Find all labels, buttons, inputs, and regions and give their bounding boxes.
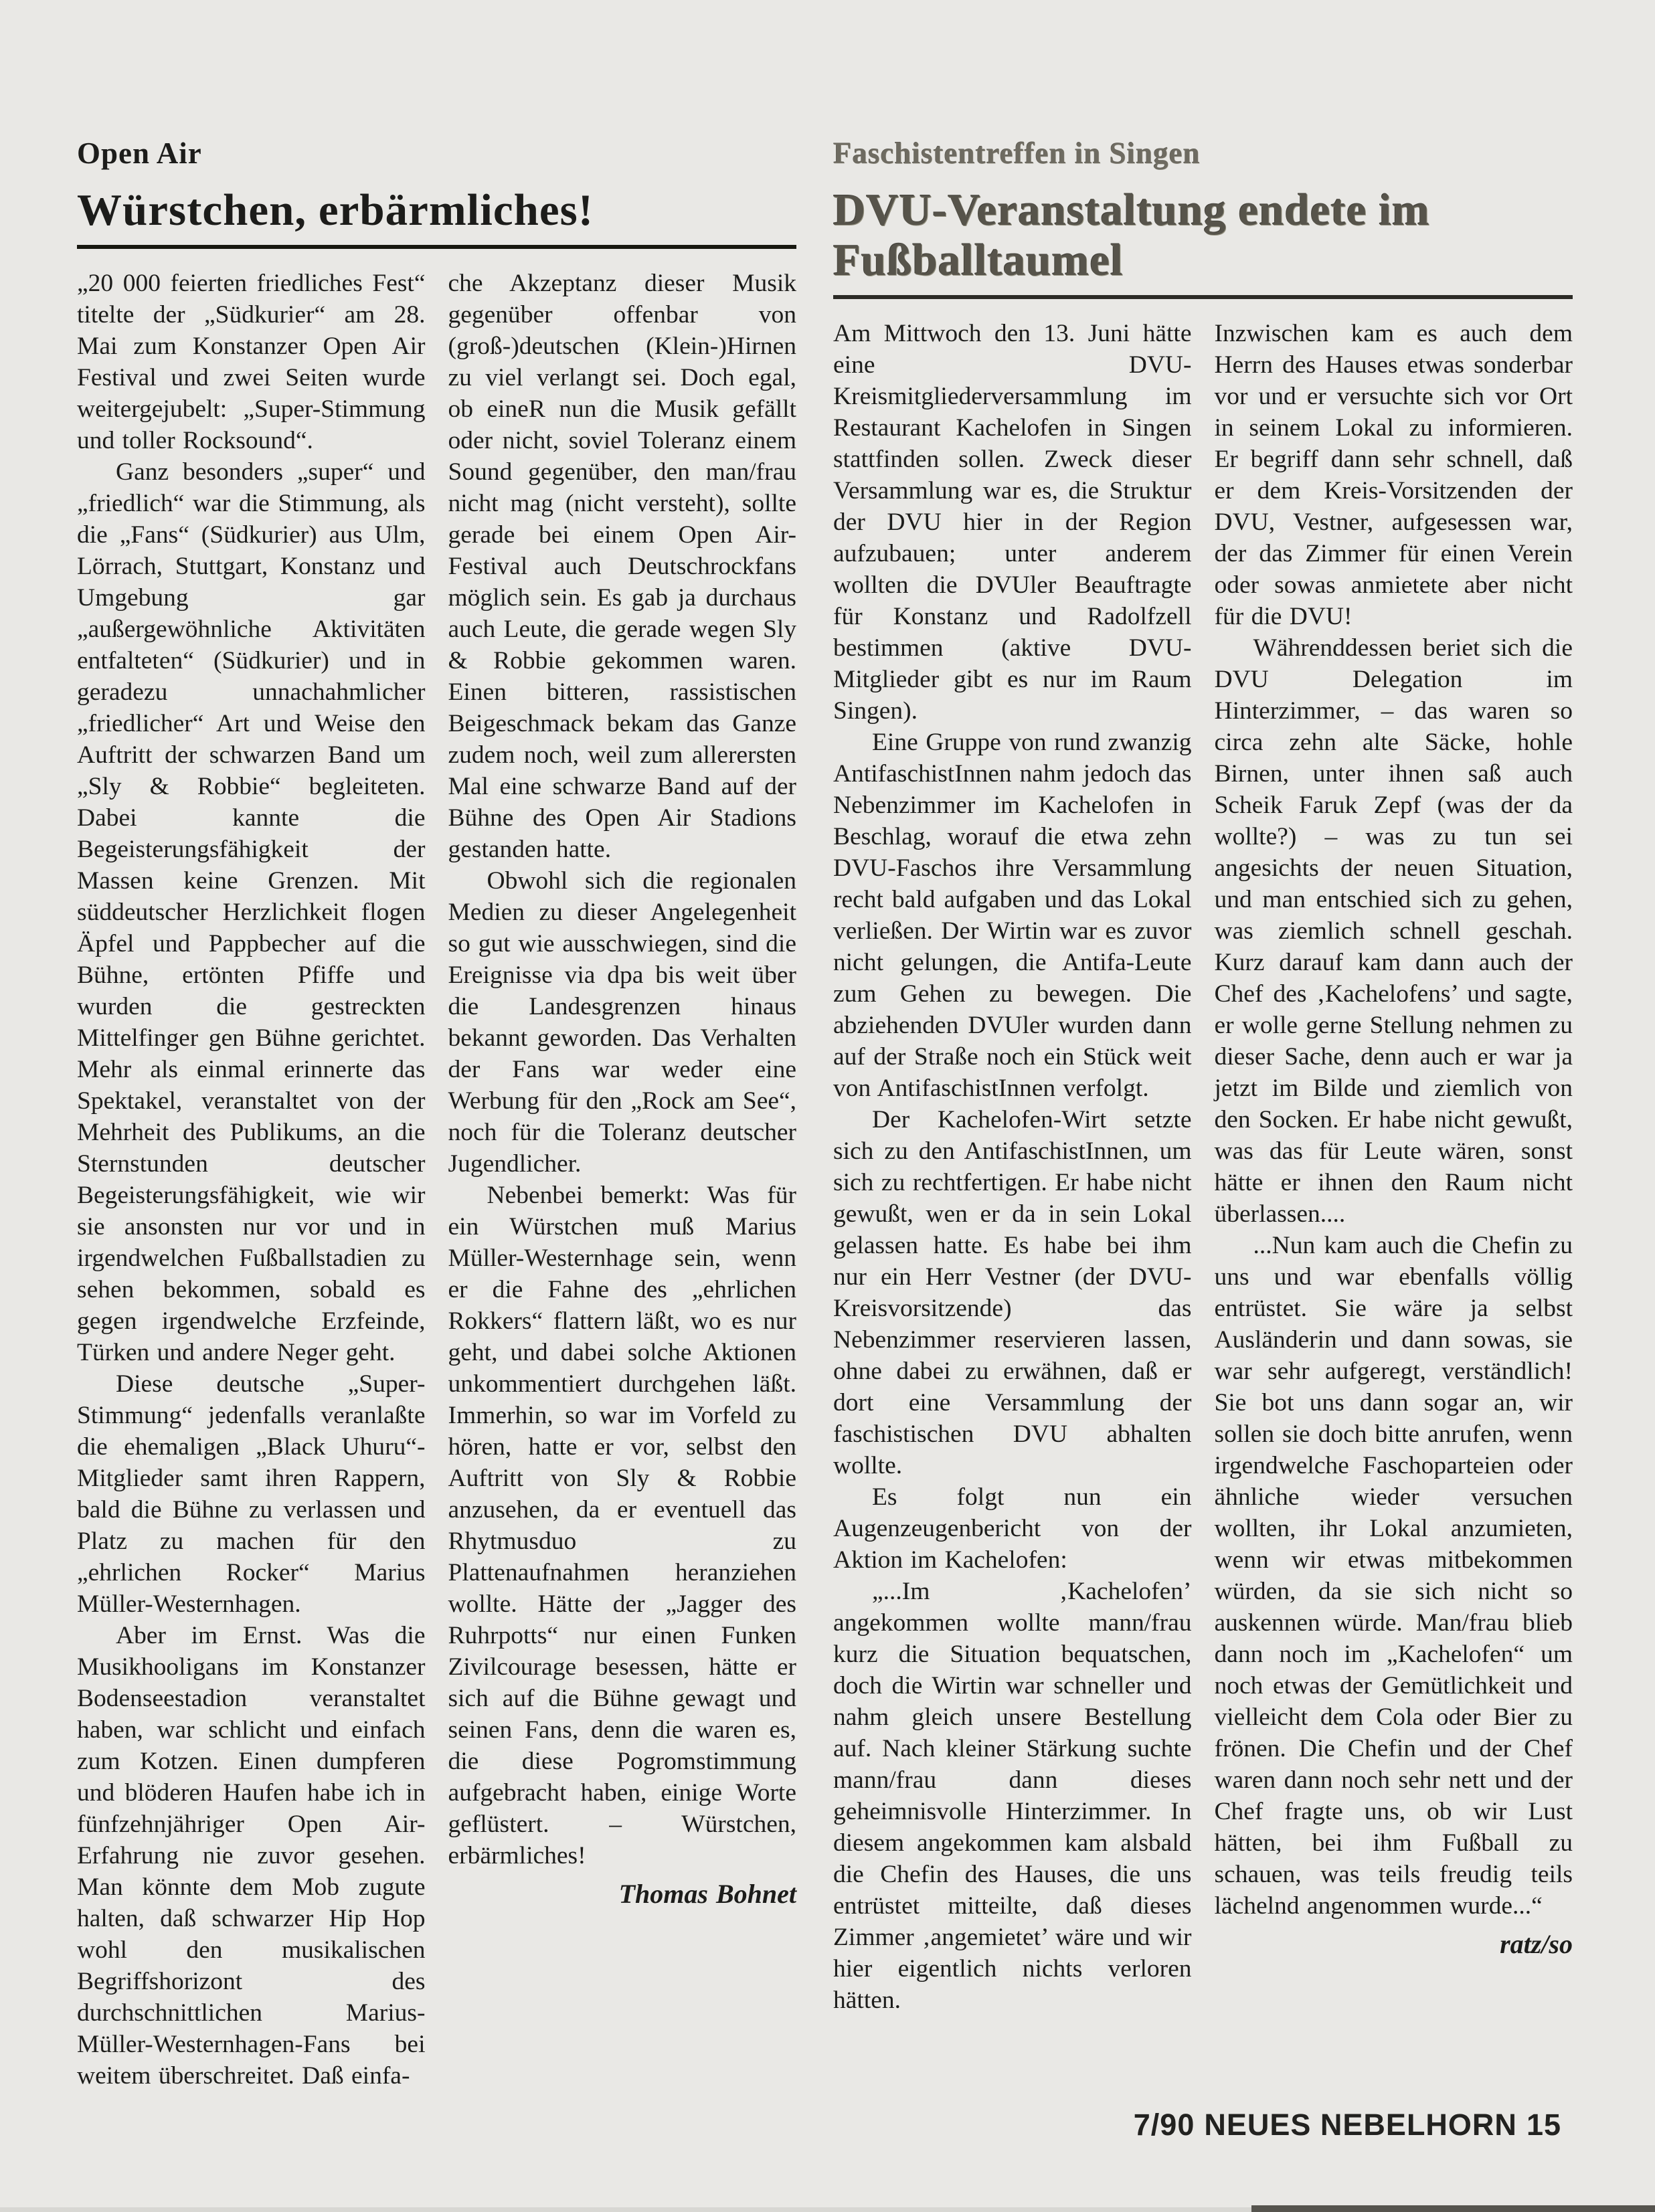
paragraph: „20 000 feierten friedliches Fest“ titelte der „Südkurier“ am 28. Mai zum Konstanzer Open Air Festival und zwei Seiten wurde weitergejubelt: „Super-Stimmung und toller Rocksound“.	[77, 269, 426, 454]
footer-magazine-title: NEUES NEBELHORN	[1204, 2108, 1517, 2142]
paragraph: Inzwischen kam es auch dem Herrn des Hauses etwas sonderbar vor und er versuchte sich vor Ort in seinem Lokal zu informieren. Er begriff dann sehr schnell, daß er dem Kreis-Vorsitzenden der DVU, Vestner, aufgesessen war, der das Zimmer für einen Verein oder sowas anmietete aber nicht für die DVU!	[1214, 319, 1573, 630]
author-byline: Thomas Bohnet	[618, 1878, 796, 1909]
headline-rule	[833, 295, 1573, 299]
paragraph: Aber im Ernst. Was die Musikhooligans im Konstanzer Bodenseestadion veranstaltet haben, war schlicht und einfach zum Kotzen. Einen dumpferen und blöderen Haufen habe ich in fünfzehnjähriger Open Air-Erfahrung nie zuvor gesehen. Man könnte dem Mob zugute halten, daß schwarzer Hip Hop wohl den musikalischen Begriffshorizont des durchschnittlichen Marius-Müller-Westernhagen-Fans bei weitem überschreitet. Daß einfa-	[77, 1621, 426, 2090]
text-column-1	[77, 268, 426, 2092]
paragraph: Am Mittwoch den 13. Juni hätte eine DVU-Kreismitgliederversammlung im Restaurant Kachelofen in Singen stattfinden sollen. Zweck dieser Versammlung war es, die Struktur der DVU hier in der Region aufzubauen; unter anderem wollten die DVUler Beauftragte für Konstanz und Radolfzell bestimmen (aktive DVU-Mitglieder gibt es nur im Raum Singen).	[833, 319, 1192, 725]
paragraph: che Akzeptanz dieser Musik gegenüber offenbar von (groß-)deutschen (Klein-)Hirnen zu viel verlangt sei. Doch egal, ob eineR nun die Musik gefällt oder nicht, soviel Toleranz einem Sound gegenüber, den man/frau nicht mag (nicht versteht), sollte gerade bei einem Open Air-Festival auch Deutschrockfans möglich sein. Es gab ja durchaus auch Leute, die gerade wegen Sly & Robbie gekommen waren. Einen bitteren, rassistischen Beigeschmack bekam das Ganze zudem noch, weil zum allerersten Mal eine schwarze Band auf der Bühne des Open Air Stadions gestanden hatte.	[448, 269, 796, 863]
article-body	[833, 318, 1573, 2016]
paragraph: „...Im ‚Kachelofen’ angekommen wollte mann/frau kurz die Situation bequatschen, doch die Wirtin war schneller und nahm gleich unsere Bestellung auf. Nach kleiner Stärkung suchte mann/frau dann dieses geheimnisvolle Hinterzimmer. In diesem angekommen kam alsbald die Chefin des Hauses, die uns entrüstet mitteilte, daß dieses Zimmer ‚angemietet’ wäre und wir hier eigentlich nichts verloren hätten.	[833, 1577, 1192, 2014]
text-column-2	[448, 268, 797, 2092]
article-body	[77, 268, 796, 2092]
text-column-3	[833, 318, 1192, 2016]
article-dvu-veranstaltung	[833, 137, 1573, 2016]
article-headline: Würstchen, erbärmliches!	[77, 185, 594, 235]
paragraph: Es folgt nun ein Augenzeugenbericht von der Aktion im Kachelofen:	[833, 1483, 1192, 1574]
paragraph: Ganz besonders „super“ und „friedlich“ war die Stimmung, als die „Fans“ (Südkurier) aus Ulm, Lörrach, Stuttgart, Konstanz und Umgebung gar „außergewöhnliche Aktivitäten entfalteten“ (Südkurier) und in geradezu unnachahmlicher „friedlicher“ Art und Weise den Auftritt der schwarzen Band um „Sly & Robbie“ begleiteten. Dabei kannte die Begeisterungsfähigkeit der Massen keine Grenzen. Mit süddeutscher Herzlichkeit flogen Äpfel und Pappbecher auf die Bühne, ertönten Pfiffe und wurden die gestreckten Mittelfinger gen Bühne gerichtet. Mehr als einmal erinnerte das Spektakel, veranstaltet von der Mehrheit des Publikums, an die Sternstunden deutscher Begeisterungsfähigkeit, wie wir sie ansonsten nur vor und in irgendwelchen Fußballstadien zu sehen bekommen, sobald es gegen irgendwelche Erzfeinde, Türken und andere Neger geht.	[77, 458, 426, 1366]
paragraph: Nebenbei bemerkt: Was für ein Würstchen muß Marius Müller-Westernhage sein, wenn er die Fahne des „ehrlichen Rokkers“ flattern läßt, wo es nur geht, und dabei solche Aktionen unkommentiert durchgehen läßt. Immerhin, so war im Vorfeld zu hören, hatte er vor, selbst den Auftritt von Sly & Robbie anzusehen, da er eventuell das Rhytmusduo zu Plattenaufnahmen heranziehen wollte. Hätte der „Jagger des Ruhrpotts“ nur einen Funken Zivilcourage besessen, hätte er sich auf die Bühne gewagt und seinen Fans, denn die waren es, die diese Pogromstimmung aufgebracht haben, einige Worte geflüstert. – Würstchen, erbärmliches!	[448, 1181, 796, 1869]
paragraph: Währenddessen beriet sich die DVU Delegation im Hinterzimmer, – das waren so circa zehn alte Säcke, hohle Birnen, unter ihnen saß auch Scheik Faruk Zepf (was der da wollte?) – was zu tun sei angesichts der neuen Situation, und man entschied sich zu gehen, was ziemlich schnell geschah. Kurz darauf kam dann auch der Chef des ‚Kachelofens’ und sagte, er wolle gerne Stellung nehmen zu dieser Sache, denn auch er war ja jetzt im Bilde und ziemlich von den Socken. Er habe nicht gewußt, was das für Leute wären, sonst hätte er ihnen den Raum nicht überlassen....	[1214, 634, 1573, 1228]
footer-issue: 7/90	[1133, 2108, 1195, 2142]
footer-page-number: 15	[1526, 2108, 1561, 2142]
text-column-4	[1215, 318, 1573, 2016]
article-open-air	[77, 137, 796, 2092]
scan-artifact	[1251, 2205, 1655, 2212]
page-footer	[1134, 2108, 1561, 2142]
paragraph: ...Nun kam auch die Chefin zu uns und war ebenfalls völlig entrüstet. Sie wäre ja selbst Ausländerin und dann sowas, sie war sehr aufgeregt, verständlich! Sie bot uns dann sogar an, wir sollen sie doch bitte anrufen, wenn irgendwelche Faschoparteien oder ähnliche wieder versuchen wollten, ihr Lokal anzumieten, wenn wir etwas mitbekommen würden, da sie sich nicht so auskennen würde. Man/frau blieb dann noch im „Kachelofen“ um noch etwas der Gemütlichkeit und vielleicht dem Cola oder Bier zu frönen. Die Chefin und der Chef waren dann noch sehr nett und der Chef fragte uns, ob wir Lust hätten, bei ihm Fußball zu schauen, was teils freudig teils lächelnd angenommen wurde...“	[1214, 1231, 1573, 1920]
paragraph: Diese deutsche „Super-Stimmung“ jedenfalls veranlaßte die ehemaligen „Black Uhuru“-Mitglieder samt ihren Rappern, bald die Bühne zu verlassen und Platz zu machen für den „ehrlichen Rocker“ Marius Müller-Westernhagen.	[77, 1370, 426, 1618]
article-kicker: Faschistentreffen in Singen	[833, 136, 1201, 170]
author-byline: ratz/so	[1500, 1928, 1573, 1959]
article-headline: DVU-Veranstaltung endete im Fußballtaumel	[833, 185, 1430, 285]
paragraph: Eine Gruppe von rund zwanzig AntifaschistInnen nahm jedoch das Nebenzimmer im Kachelofen in Beschlag, worauf die etwa zehn DVU-Faschos ihre Versammlung recht bald aufgaben und das Lokal verließen. Der Wirtin war es zuvor nicht gelungen, die Antifa-Leute zum Gehen zu bewegen. Die abziehenden DVUler wurden dann auf der Straße noch ein Stück weit von AntifaschistInnen verfolgt.	[833, 728, 1192, 1102]
headline-rule	[77, 245, 796, 249]
paragraph: Der Kachelofen-Wirt setzte sich zu den AntifaschistInnen, um sich zu rechtfertigen. Er habe nicht gewußt, wen er da in sein Lokal gelassen hatte. Es habe bei ihm nur ein Herr Vestner (der DVU-Kreisvorsitzende) das Nebenzimmer reservieren lassen, ohne dabei zu erwähnen, daß er dort eine Versammlung der faschistischen DVU abhalten wollte.	[833, 1105, 1192, 1479]
paragraph: Obwohl sich die regionalen Medien zu dieser Angelegenheit so gut wie ausschwiegen, sind die Ereignisse via dpa bis weit über die Landesgrenzen hinaus bekannt geworden. Das Verhalten der Fans war weder eine Werbung für den „Rock am See“, noch für die Toleranz deutscher Jugendlicher.	[448, 866, 796, 1178]
article-kicker: Open Air	[77, 136, 202, 170]
